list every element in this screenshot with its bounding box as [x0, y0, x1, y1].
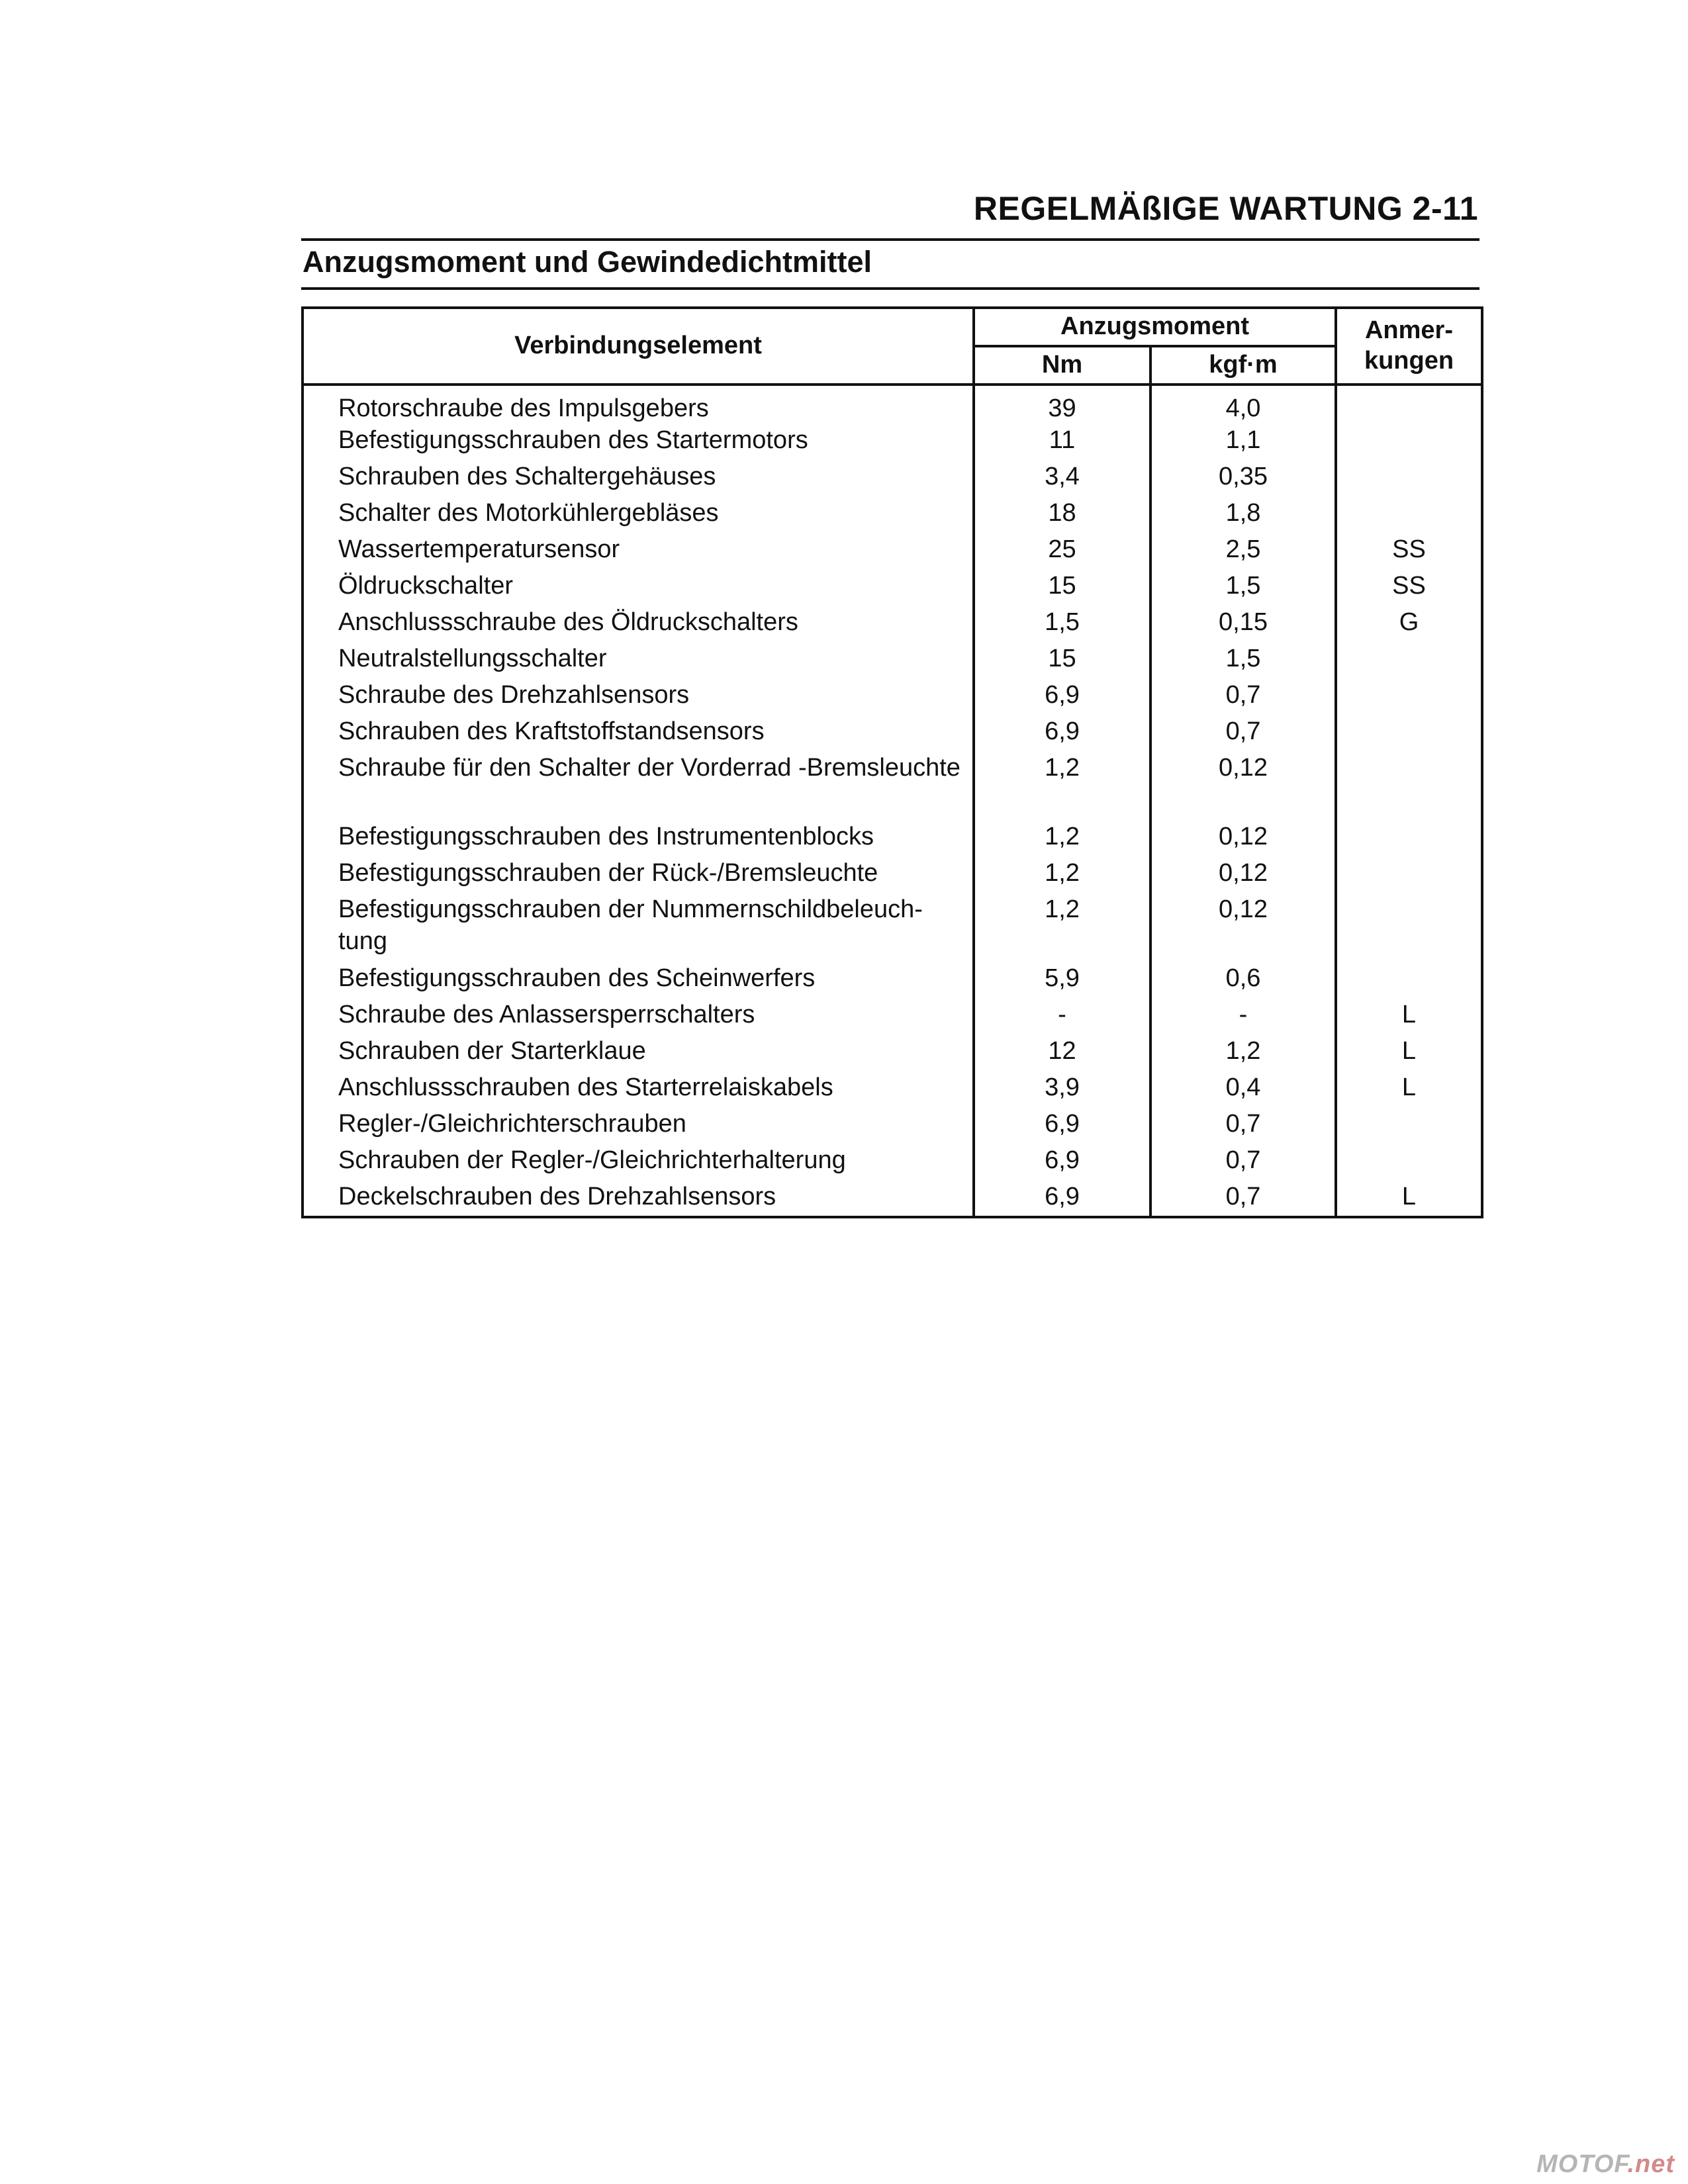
table-row	[303, 1035, 1482, 1071]
table-row	[303, 1108, 1482, 1144]
table-row	[303, 893, 1482, 962]
page-header-title: REGELMÄßIGE WARTUNG 2-11	[973, 190, 1478, 227]
cell-nm: 25	[974, 533, 1150, 570]
cell-element: Befestigungsschrauben des Instrumentenblocks	[303, 821, 974, 857]
table-row	[303, 821, 1482, 857]
cell-nm: 6,9	[974, 679, 1150, 715]
cell-nm: 1,2	[974, 821, 1150, 857]
watermark-brand: MOTOF	[1536, 2150, 1628, 2178]
cell-remark	[1336, 857, 1482, 893]
cell-remark	[1336, 715, 1482, 752]
table-row	[303, 643, 1482, 679]
cell-nm: 1,2	[974, 857, 1150, 893]
cell-remark: SS	[1336, 570, 1482, 606]
cell-remark: SS	[1336, 533, 1482, 570]
cell-nm: 6,9	[974, 1144, 1150, 1181]
cell-kgfm: 0,12	[1150, 893, 1336, 962]
cell-element: Befestigungsschrauben des Startermotors	[303, 424, 974, 461]
table-row	[303, 1071, 1482, 1108]
header-torque-group: Anzugsmoment	[974, 308, 1336, 346]
cell-element: Neutralstellungsschalter	[303, 643, 974, 679]
cell-nm: 11	[974, 424, 1150, 461]
cell-nm: 18	[974, 497, 1150, 533]
cell-remark	[1336, 962, 1482, 999]
table-row	[303, 715, 1482, 752]
table-row	[303, 752, 1482, 821]
cell-remark	[1336, 497, 1482, 533]
cell-kgfm: 2,5	[1150, 533, 1336, 570]
cell-nm: 1,5	[974, 606, 1150, 643]
cell-kgfm: 0,7	[1150, 1181, 1336, 1217]
cell-remark: L	[1336, 999, 1482, 1035]
cell-element: Deckelschrauben des Drehzahlsensors	[303, 1181, 974, 1217]
table-row	[303, 385, 1482, 424]
cell-element: Schraube des Drehzahlsensors	[303, 679, 974, 715]
cell-nm: 3,9	[974, 1071, 1150, 1108]
cell-element: Öldruckschalter	[303, 570, 974, 606]
page-header	[301, 187, 1479, 241]
cell-element: Schraube des Anlassersperrschalters	[303, 999, 974, 1035]
table-row	[303, 1181, 1482, 1217]
cell-remark: L	[1336, 1071, 1482, 1108]
cell-remark	[1336, 679, 1482, 715]
cell-kgfm: 0,7	[1150, 679, 1336, 715]
cell-nm: 39	[974, 385, 1150, 424]
cell-remark: G	[1336, 606, 1482, 643]
cell-nm: 15	[974, 570, 1150, 606]
cell-kgfm: 0,12	[1150, 857, 1336, 893]
cell-nm: 12	[974, 1035, 1150, 1071]
cell-element: Wassertemperatursensor	[303, 533, 974, 570]
cell-kgfm: 0,12	[1150, 752, 1336, 821]
cell-remark	[1336, 1144, 1482, 1181]
watermark-logo	[1536, 2150, 1675, 2179]
cell-remark	[1336, 385, 1482, 424]
cell-nm: 1,2	[974, 752, 1150, 821]
cell-element: Schrauben der Starterklaue	[303, 1035, 974, 1071]
table-row	[303, 461, 1482, 497]
table-row	[303, 606, 1482, 643]
cell-element: Befestigungsschrauben der Nummernschildbeleuch-tung	[303, 893, 974, 962]
section-title: Anzugsmoment und Gewindedichtmittel	[303, 245, 872, 279]
cell-nm: 6,9	[974, 715, 1150, 752]
cell-element: Schraube für den Schalter der Vorderrad -Bremsleuchte	[303, 752, 974, 821]
header-remarks	[1336, 308, 1482, 385]
cell-kgfm: 4,0	[1150, 385, 1336, 424]
cell-nm: 15	[974, 643, 1150, 679]
cell-kgfm: 0,7	[1150, 1144, 1336, 1181]
cell-remark	[1336, 752, 1482, 821]
cell-nm: 6,9	[974, 1108, 1150, 1144]
cell-element: Befestigungsschrauben des Scheinwerfers	[303, 962, 974, 999]
cell-remark: L	[1336, 1035, 1482, 1071]
cell-element: Anschlussschraube des Öldruckschalters	[303, 606, 974, 643]
cell-nm: 3,4	[974, 461, 1150, 497]
cell-kgfm: -	[1150, 999, 1336, 1035]
cell-kgfm: 0,7	[1150, 715, 1336, 752]
cell-remark	[1336, 461, 1482, 497]
cell-kgfm: 1,8	[1150, 497, 1336, 533]
cell-remark	[1336, 643, 1482, 679]
cell-nm: 6,9	[974, 1181, 1150, 1217]
torque-table-body	[303, 385, 1482, 1217]
table-row	[303, 679, 1482, 715]
table-row	[303, 962, 1482, 999]
cell-remark	[1336, 893, 1482, 962]
table-row	[303, 533, 1482, 570]
table-row	[303, 497, 1482, 533]
cell-kgfm: 0,12	[1150, 821, 1336, 857]
cell-element: Anschlussschrauben des Starterrelaiskabels	[303, 1071, 974, 1108]
cell-element: Schrauben des Kraftstoffstandsensors	[303, 715, 974, 752]
cell-remark	[1336, 424, 1482, 461]
cell-kgfm: 0,6	[1150, 962, 1336, 999]
header-element: Verbindungselement	[303, 308, 974, 385]
cell-element: Regler-/Gleichrichterschrauben	[303, 1108, 974, 1144]
torque-table-header	[303, 308, 1482, 385]
torque-table	[301, 306, 1483, 1218]
cell-remark	[1336, 821, 1482, 857]
cell-element: Befestigungsschrauben der Rück-/Bremsleuchte	[303, 857, 974, 893]
cell-element: Schrauben der Regler-/Gleichrichterhalterung	[303, 1144, 974, 1181]
cell-element: Schalter des Motorkühlergebläses	[303, 497, 974, 533]
table-row	[303, 570, 1482, 606]
cell-element: Rotorschraube des Impulsgebers	[303, 385, 974, 424]
cell-kgfm: 0,35	[1150, 461, 1336, 497]
cell-nm: -	[974, 999, 1150, 1035]
cell-kgfm: 0,7	[1150, 1108, 1336, 1144]
section-heading	[301, 241, 1479, 290]
cell-kgfm: 1,5	[1150, 570, 1336, 606]
header-kgfm: kgf·m	[1150, 346, 1336, 385]
cell-nm: 5,9	[974, 962, 1150, 999]
cell-nm: 1,2	[974, 893, 1150, 962]
cell-kgfm: 0,4	[1150, 1071, 1336, 1108]
cell-kgfm: 1,5	[1150, 643, 1336, 679]
cell-kgfm: 1,2	[1150, 1035, 1336, 1071]
cell-kgfm: 1,1	[1150, 424, 1336, 461]
cell-element: Schrauben des Schaltergehäuses	[303, 461, 974, 497]
table-row	[303, 1144, 1482, 1181]
header-remarks-label: Anmer- kungen	[1364, 316, 1454, 375]
table-row	[303, 424, 1482, 461]
cell-kgfm: 0,15	[1150, 606, 1336, 643]
cell-remark: L	[1336, 1181, 1482, 1217]
cell-remark	[1336, 1108, 1482, 1144]
table-row	[303, 857, 1482, 893]
watermark-suffix: .net	[1627, 2150, 1675, 2178]
table-row	[303, 999, 1482, 1035]
header-nm: Nm	[974, 346, 1150, 385]
